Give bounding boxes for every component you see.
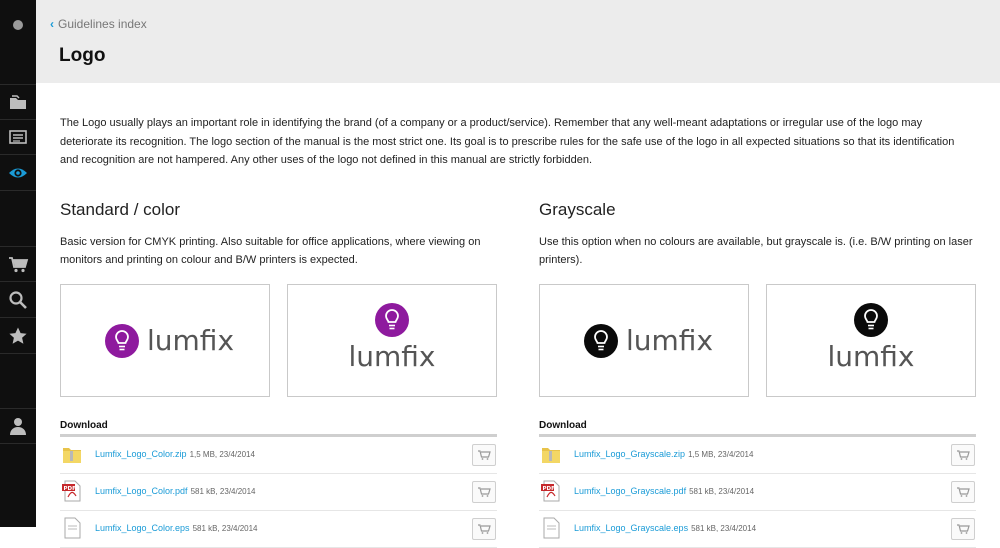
- cart-icon: [957, 487, 969, 497]
- download-heading: Download: [60, 420, 108, 431]
- pdf-icon: [62, 480, 82, 502]
- file-icon: [62, 517, 82, 539]
- file-name[interactable]: Lumfix_Logo_Grayscale.eps: [574, 523, 689, 533]
- file-name[interactable]: Lumfix_Logo_Color.eps: [95, 523, 190, 533]
- lumfix-wordmark: lumfix: [348, 340, 436, 373]
- sidebar-item-view[interactable]: [0, 156, 36, 191]
- back-to-index-link[interactable]: [50, 17, 147, 31]
- file-meta: 581 kB, 23/4/2014: [689, 487, 755, 496]
- section-title: Standard / color: [60, 200, 181, 219]
- zip-folder-icon: [541, 443, 561, 465]
- search-icon: [8, 290, 28, 310]
- download-row: [60, 437, 497, 474]
- file-link[interactable]: [574, 523, 756, 533]
- add-to-cart-button[interactable]: [951, 481, 975, 503]
- sidebar-item-files[interactable]: [0, 85, 36, 120]
- logo-preview-stacked-color[interactable]: [287, 284, 497, 397]
- file-meta: 581 kB, 23/4/2014: [691, 524, 757, 533]
- file-name[interactable]: Lumfix_Logo_Grayscale.zip: [574, 449, 686, 459]
- sidebar-item-cart[interactable]: [0, 247, 36, 282]
- section-description: Use this option when no colours are available, but grayscale is. (i.e. B/W printing on laser printers).: [539, 236, 973, 266]
- file-name[interactable]: Lumfix_Logo_Color.zip: [95, 449, 187, 459]
- file-meta: 1,5 MB, 23/4/2014: [688, 450, 754, 459]
- download-row: [60, 474, 497, 511]
- sidebar-divider: [0, 191, 36, 247]
- lumfix-logo-horizontal-color: [61, 285, 271, 398]
- download-row: [60, 511, 497, 548]
- add-to-cart-button[interactable]: [472, 518, 496, 540]
- lumfix-logo-stacked-grayscale: [767, 285, 977, 398]
- download-row: [539, 474, 976, 511]
- logo-previews: [60, 284, 497, 397]
- add-to-cart-button[interactable]: [472, 481, 496, 503]
- file-meta: 581 kB, 23/4/2014: [190, 487, 256, 496]
- file-icon: [541, 517, 561, 539]
- svg-text:PDF: PDF: [63, 486, 76, 492]
- download-heading: Download: [539, 420, 587, 431]
- sidebar-item-account[interactable]: [0, 409, 36, 444]
- file-name[interactable]: Lumfix_Logo_Grayscale.pdf: [574, 486, 687, 496]
- section-title: Grayscale: [539, 200, 616, 219]
- sidebar-home[interactable]: [0, 7, 36, 42]
- file-name[interactable]: Lumfix_Logo_Color.pdf: [95, 486, 188, 496]
- sidebar-item-favorites[interactable]: [0, 319, 36, 354]
- file-link[interactable]: [574, 486, 754, 496]
- dot-icon: [8, 15, 28, 35]
- add-to-cart-button[interactable]: [951, 444, 975, 466]
- cart-icon: [957, 450, 969, 460]
- logo-preview-horizontal-color[interactable]: [60, 284, 270, 397]
- file-meta: 1,5 MB, 23/4/2014: [189, 450, 255, 459]
- cart-icon: [478, 487, 490, 497]
- cart-icon: [957, 524, 969, 534]
- pdf-icon: [541, 480, 561, 502]
- zip-folder-icon: [62, 443, 82, 465]
- cart-icon: [478, 524, 490, 534]
- svg-text:PDF: PDF: [542, 486, 555, 492]
- eye-icon: [8, 163, 28, 183]
- document-icon: [8, 127, 28, 147]
- file-link[interactable]: [95, 449, 255, 459]
- cart-icon: [8, 254, 28, 274]
- sidebar-item-documents[interactable]: [0, 120, 36, 155]
- file-link[interactable]: [95, 486, 256, 496]
- lumfix-wordmark: lumfix: [827, 340, 915, 373]
- file-meta: 581 kB, 23/4/2014: [192, 524, 258, 533]
- logo-previews: [539, 284, 976, 397]
- chevron-left-icon: ‹: [50, 17, 54, 31]
- file-link[interactable]: [95, 523, 258, 533]
- lumfix-logo-horizontal-grayscale: [540, 285, 750, 398]
- sidebar: [0, 0, 36, 527]
- logo-preview-stacked-grayscale[interactable]: [766, 284, 976, 397]
- intro-text: The Logo usually plays an important role in identifying the brand (of a company or a product/service). Remember that any well-meant adaptations or irregular use of the logo may deteriorate its recognition. The logo section of the manual is the most strict one. Its goal is to prescribe rules for the safe use of the logo in all expected situations so that its identification and recognition are not hampered. Any other uses of the logo not defined in this manual are strictly forbidden.: [60, 117, 955, 166]
- download-row: [539, 511, 976, 548]
- cart-icon: [478, 450, 490, 460]
- section-description: Basic version for CMYK printing. Also suitable for office applications, where viewing on monitors and printing on colour and B/W printers is expected.: [60, 236, 481, 266]
- user-icon: [8, 416, 28, 436]
- lumfix-logo-stacked-color: [288, 285, 498, 398]
- logo-preview-horizontal-grayscale[interactable]: [539, 284, 749, 397]
- sidebar-item-search[interactable]: [0, 283, 36, 318]
- lumfix-wordmark: lumfix: [147, 324, 235, 357]
- section-grayscale: [539, 197, 976, 533]
- add-to-cart-button[interactable]: [472, 444, 496, 466]
- folders-icon: [8, 92, 28, 112]
- sidebar-divider: [0, 354, 36, 409]
- star-icon: [8, 326, 28, 346]
- page-title: Logo: [59, 45, 106, 66]
- add-to-cart-button[interactable]: [951, 518, 975, 540]
- sidebar-divider: [0, 50, 36, 85]
- page-header: [36, 0, 1000, 83]
- back-link-label: Guidelines index: [58, 17, 147, 31]
- lumfix-wordmark: lumfix: [626, 324, 714, 357]
- download-row: [539, 437, 976, 474]
- section-standard-color: [60, 197, 497, 533]
- file-link[interactable]: [574, 449, 753, 459]
